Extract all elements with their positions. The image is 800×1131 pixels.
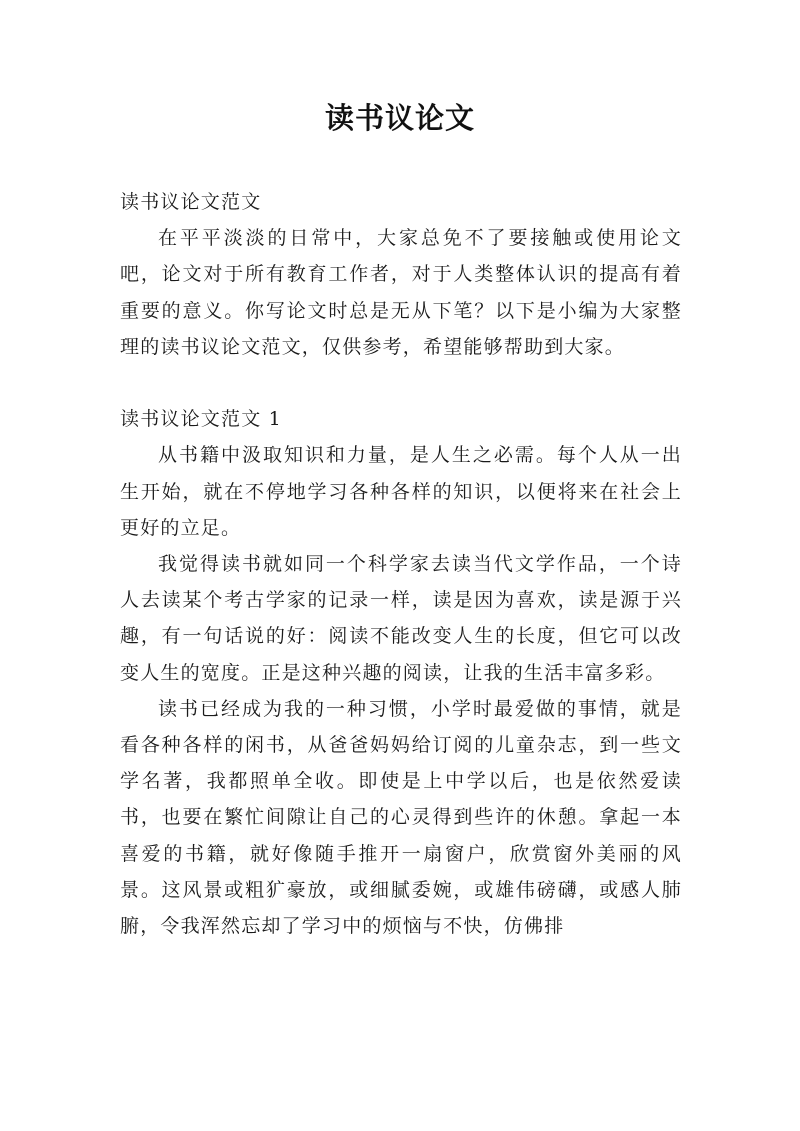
section-spacer bbox=[120, 365, 682, 401]
section1-paragraph-1: 从书籍中汲取知识和力量，是人生之必需。每个人从一出生开始，就在不停地学习各种各样的知识，以便将来在社会上更好的立足。 bbox=[120, 444, 682, 539]
document-title: 读书议论文 bbox=[324, 101, 475, 135]
intro-heading: 读书议论文范文 bbox=[120, 191, 262, 213]
document-body bbox=[120, 184, 682, 944]
section1-paragraph-2: 我觉得读书就如同一个科学家去读当代文学作品，一个诗人去读某个考古学家的记录一样，读是因为喜欢，读是源于兴趣，有一句话说的好：阅读不能改变人生的长度，但它可以改变人生的宽度。正是这种兴趣的阅读，让我的生活丰富多彩。 bbox=[120, 553, 682, 684]
intro-paragraph: 在平平淡淡的日常中，大家总免不了要接触或使用论文吧，论文对于所有教育工作者，对于人类整体认识的提高有着重要的意义。你写论文时总是无从下笔？以下是小编为大家整理的读书议论文范文，仅供参考，希望能够帮助到大家。 bbox=[120, 227, 682, 358]
section1-heading: 读书议论文范文 1 bbox=[120, 408, 282, 431]
section1-paragraph-3: 读书已经成为我的一种习惯，小学时最爱做的事情，就是看各种各样的闲书，从爸爸妈妈给订阅的儿童杂志，到一些文学名著，我都照单全收。即使是上中学以后，也是依然爱读书，也要在繁忙间隙让自己的心灵得到些许的休憩。拿起一本喜爱的书籍，就好像随手推开一扇窗户，欣赏窗外美丽的风景。这风景或粗犷豪放，或细腻委婉，或雄伟磅礴，或感人肺腑，令我浑然忘却了学习中的烦恼与不快，仿佛排 bbox=[120, 697, 682, 938]
